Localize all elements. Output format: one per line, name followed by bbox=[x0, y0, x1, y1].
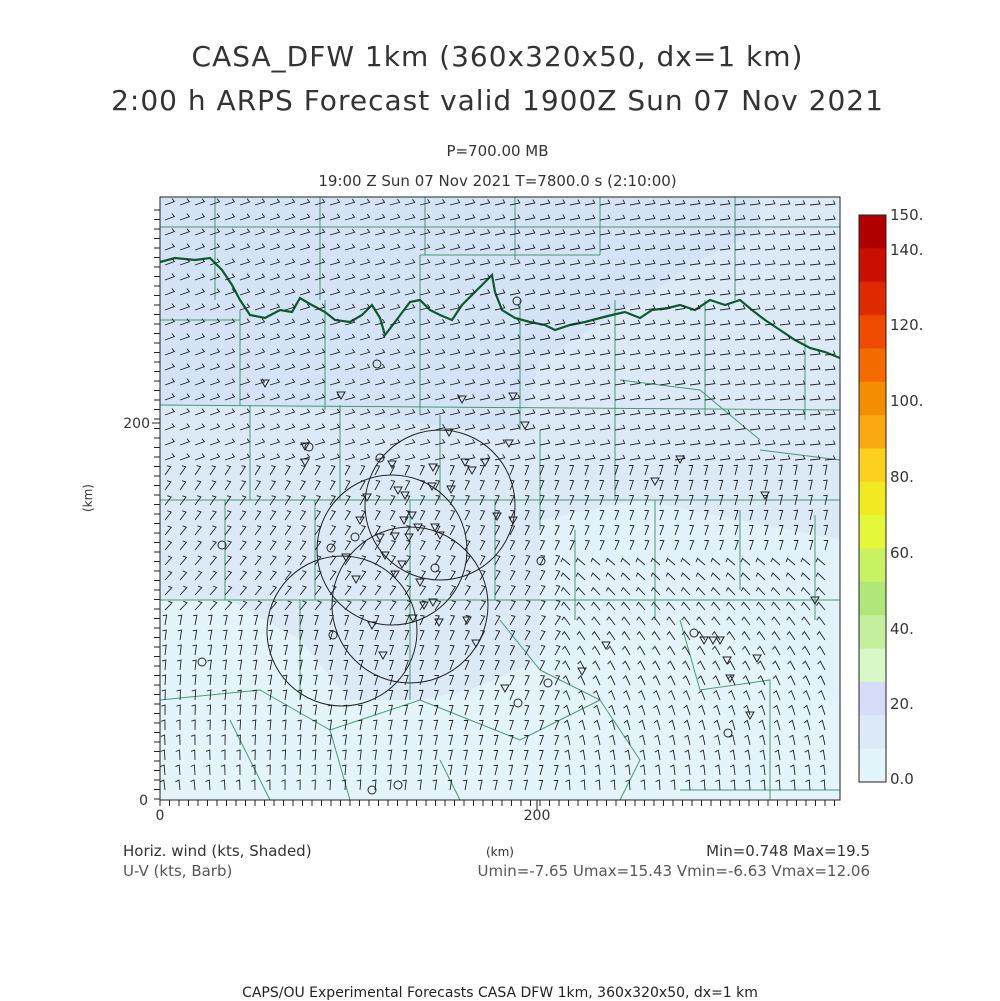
color-scale-swatch bbox=[859, 282, 886, 316]
title-line2: 2:00 h ARPS Forecast valid 1900Z Sun 07 Nov 2021 bbox=[111, 84, 884, 117]
color-scale-swatch bbox=[859, 348, 886, 382]
x-tick-label: 200 bbox=[523, 808, 551, 824]
color-scale-label: 20. bbox=[890, 695, 914, 713]
color-scale-label: 40. bbox=[890, 620, 914, 638]
color-scale-swatch bbox=[859, 382, 886, 416]
color-scale-swatch bbox=[859, 615, 886, 649]
wind-speed-shading bbox=[160, 197, 840, 800]
color-scale-swatch bbox=[859, 415, 886, 449]
uv-range-readout: Umin=-7.65 Umax=15.43 Vmin=-6.63 Vmax=12.06 bbox=[477, 862, 870, 880]
color-scale-label: 80. bbox=[890, 468, 914, 486]
color-scale-swatch bbox=[859, 549, 886, 583]
color-scale-label: 100. bbox=[890, 392, 924, 410]
color-scale-swatch bbox=[859, 749, 886, 783]
color-scale-swatch bbox=[859, 515, 886, 549]
color-scale-label: 0.0 bbox=[890, 770, 914, 788]
color-scale-swatch bbox=[859, 215, 886, 249]
color-scale-swatch bbox=[859, 248, 886, 282]
color-scale-labels bbox=[890, 206, 923, 788]
color-scale-swatch bbox=[859, 482, 886, 516]
color-scale-label: 120. bbox=[890, 316, 924, 334]
color-scale-label: 140. bbox=[890, 241, 924, 259]
pressure-level: P=700.00 MB bbox=[446, 142, 549, 160]
color-scale-label: 150. bbox=[890, 206, 924, 224]
color-scale-swatch bbox=[859, 649, 886, 683]
title-line1: CASA_DFW 1km (360x320x50, dx=1 km) bbox=[191, 40, 804, 73]
color-scale-label: 60. bbox=[890, 544, 914, 562]
y-tick-label: 0 bbox=[139, 793, 148, 809]
color-scale-swatch bbox=[859, 448, 886, 482]
x-axis-label: (km) bbox=[485, 845, 515, 859]
color-scale-swatch bbox=[859, 315, 886, 349]
color-scale-bar bbox=[859, 215, 886, 783]
valid-time: 19:00 Z Sun 07 Nov 2021 T=7800.0 s (2:10:00) bbox=[318, 172, 677, 190]
field-description: Horiz. wind (kts, Shaded) bbox=[123, 842, 312, 860]
min-max-readout: Min=0.748 Max=19.5 bbox=[706, 842, 870, 860]
y-tick-label: 200 bbox=[123, 416, 150, 432]
credit-line: CAPS/OU Experimental Forecasts CASA DFW 1km, 360x320x50, dx=1 km bbox=[242, 985, 758, 1001]
x-tick-label: 0 bbox=[155, 808, 165, 824]
color-scale-swatch bbox=[859, 715, 886, 749]
color-scale-swatch bbox=[859, 582, 886, 616]
y-axis-label: (km) bbox=[81, 483, 95, 513]
color-scale-swatch bbox=[859, 682, 886, 716]
barb-description: U-V (kts, Barb) bbox=[123, 862, 233, 880]
